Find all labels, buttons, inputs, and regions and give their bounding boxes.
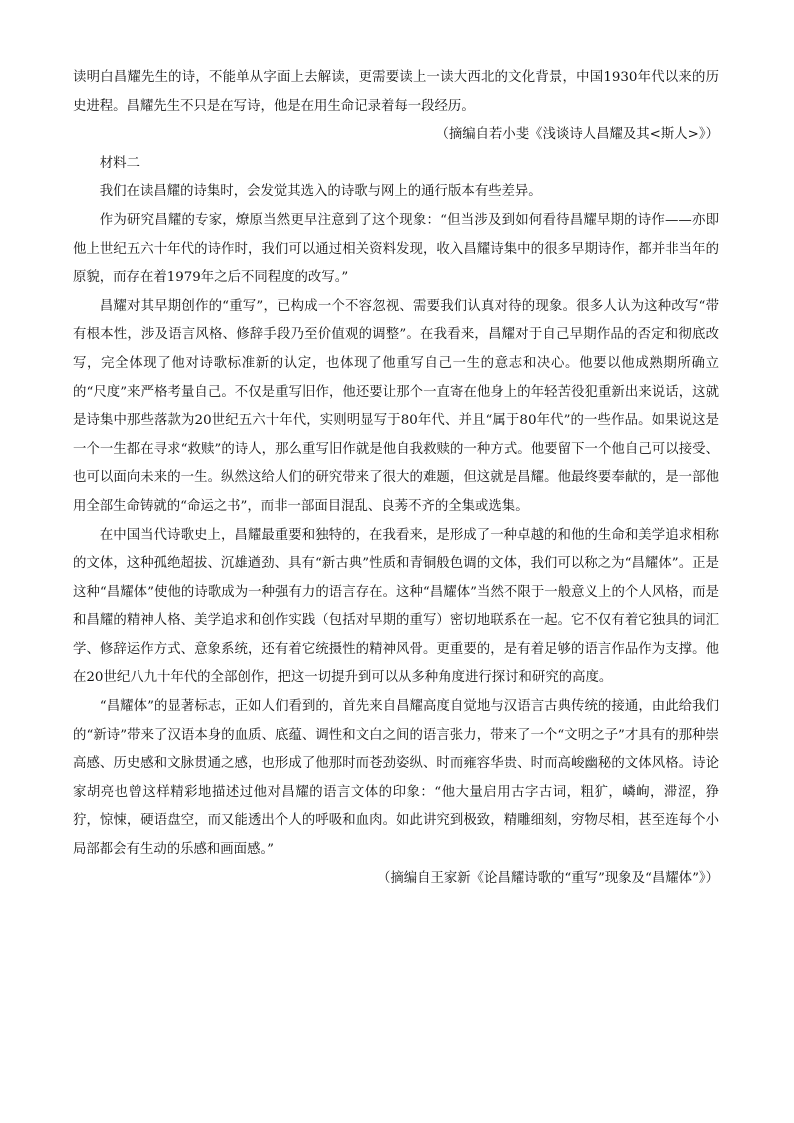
paragraph-5: “昌耀体”的显著标志，正如人们看到的，首先来自昌耀高度自觉地与汉语言古典传统的接通，由此给我们的“新诗”带来了汉语本身的血质、底蕴、调性和文白之间的语言张力，带来了一个“文明之子”才具有的那种崇高感、历史感和文脉贯通之感，也形成了他那时而苍劲姿纵、时而雍容华贵、时而高峻幽秘的文体风格。诗论家胡亮也曾这样精彩地描述过他对昌耀的语言文体的印象：“他大量启用古字古词，粗犷，嶙峋，滞涩，狰狞，惊悚，硬语盘空，而又能透出个人的呼吸和血肉。如此讲究到极致，精雕细刻，穷物尽相，甚至连每个小局部都会有生动的乐感和画面感。” bbox=[73, 699, 719, 858]
document-page bbox=[73, 64, 719, 893]
source-citation-2: （摘编自王家新《论昌耀诗歌的“重写”现象及“昌耀体”》） bbox=[376, 870, 719, 886]
paragraph-4: 在中国当代诗歌史上，昌耀最重要和独特的，在我看来，是形成了一种卓越的和他的生命和美学追求相称的文体，这种孤绝超拔、沉雄遒劲、具有“新古典”性质和青铜般色调的文体，我们可以称之为“昌耀体”。正是这种“昌耀体”使他的诗歌成为一种强有力的语言存在。这种“昌耀体”当然不限于一般意义上的个人风格，而是和昌耀的精神人格、美学追求和创作实践（包括对早期的重写）密切地联系在一起。它不仅有着它独具的词汇学、修辞运作方式、意象系统，还有着它统摄性的精神风骨。更重要的，是有着足够的语言作品作为支撑。他在20世纪八九十年代的全部创作，把这一切提升到可以从多种角度进行探讨和研究的高度。 bbox=[73, 527, 719, 686]
section-heading-material-2: 材料二 bbox=[99, 155, 140, 171]
paragraph-2: 作为研究昌耀的专家，燎原当然更早注意到了这个现象：“但当涉及到如何看待昌耀早期的诗作——亦即他上世纪五六十年代的诗作时，我们可以通过相关资料发现，收入昌耀诗集中的很多早期诗作，都并非当年的原貌，而存在着1979年之后不同程度的改写。” bbox=[73, 212, 719, 286]
paragraph-1: 我们在读昌耀的诗集时，会发觉其选入的诗歌与网上的通行版本有些差异。 bbox=[99, 184, 542, 200]
paragraph-intro-end: 读明白昌耀先生的诗，不能单从字面上去解读，更需要读上一读大西北的文化背景，中国1930年代以来的历史进程。昌耀先生不只是在写诗，他是在用生命记录着每一段经历。 bbox=[73, 70, 719, 114]
paragraph-3: 昌耀对其早期创作的“重写”，已构成一个不容忽视、需要我们认真对待的现象。很多人认为这种改写“带有根本性，涉及语言风格、修辞手段乃至价值观的调整”。在我看来，昌耀对于自己早期作品的否定和彻底改写，完全体现了他对诗歌标准新的认定，也体现了他重写自己一生的意志和决心。他要以他成熟期所确立的“尺度”来严格考量自己。不仅是重写旧作，他还要让那个一直寄在他身上的年轻苦役犯重新出来说话，这就是诗集中那些落款为20世纪五六十年代，实则明显写于80年代、并且“属于80年代”的一些作品。如果说这是一个一生都在寻求“救赎”的诗人，那么重写旧作就是他自我救赎的一种方式。他要留下一个他自己可以接受、也可以面向未来的一生。纵然这给人们的研究带来了很大的难题，但这就是昌耀。他最终要奉献的，是一部他用全部生命铸就的“命运之书”，而非一部面目混乱、良莠不齐的全集或选集。 bbox=[73, 298, 719, 514]
source-citation-1: （摘编自若小斐《浅谈诗人昌耀及其<斯人>》） bbox=[435, 127, 719, 143]
